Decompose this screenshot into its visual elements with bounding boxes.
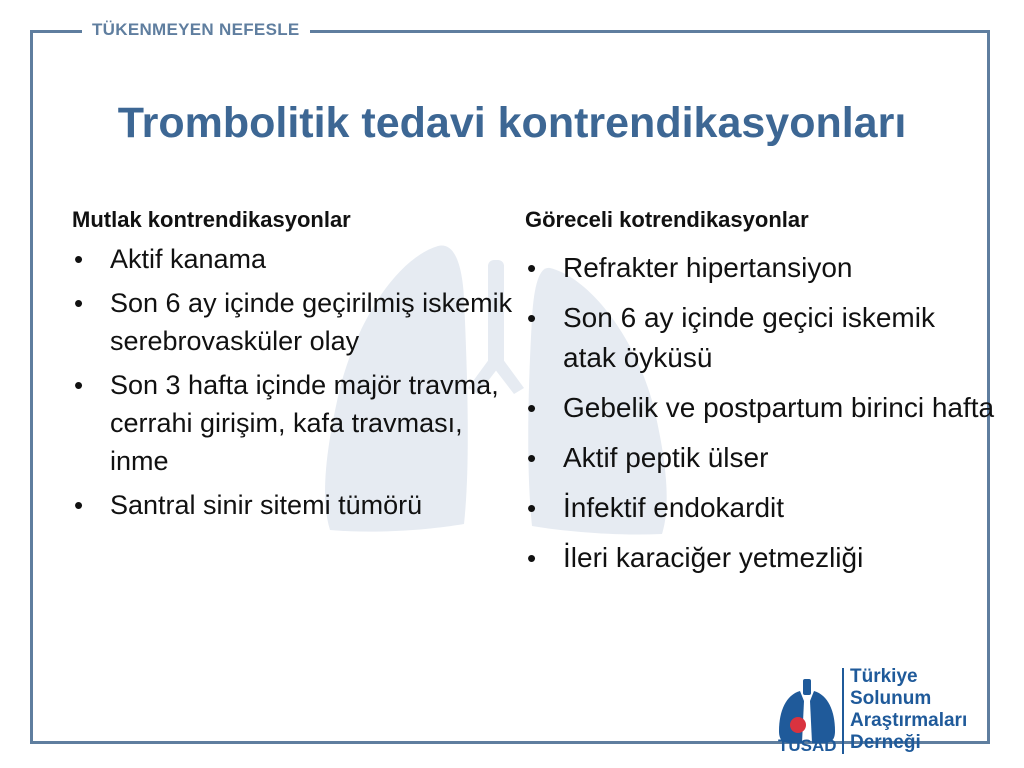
list-item — [72, 284, 522, 360]
list-item-text: Gebelik ve postpartum birinci hafta — [563, 392, 995, 423]
list-item — [72, 366, 522, 480]
bullet-icon: • — [74, 244, 84, 274]
bullet-icon: • — [527, 543, 537, 573]
tusad-abbreviation: TÜSAD — [778, 736, 837, 755]
logo-line: Solunum — [850, 688, 932, 709]
bullet-icon: • — [74, 370, 84, 400]
list-item — [525, 488, 995, 528]
bullet-icon: • — [74, 288, 84, 318]
list-item-text: İnfektif endokardit — [563, 492, 785, 523]
bullet-icon: • — [74, 490, 84, 520]
bullet-icon: • — [527, 253, 537, 283]
list-item-text: Son 3 hafta içinde majör travma, cerrahi girişim, kafa travması, inme — [110, 370, 499, 476]
list-item-text: Son 6 ay içinde geçirilmiş iskemik serebrovasküler olay — [110, 288, 513, 356]
page-title: Trombolitik tedavi kontrendikasyonları — [117, 99, 907, 147]
relative-contraindications-column — [525, 200, 995, 588]
list-item-text: Santral sinir sitemi tümörü — [110, 490, 423, 520]
bullet-icon: • — [527, 303, 537, 333]
list-item — [525, 538, 995, 578]
list-item — [525, 388, 995, 428]
absolute-contraindications-list — [72, 240, 522, 524]
list-item-text: Aktif peptik ülser — [563, 442, 769, 473]
bullet-icon: • — [527, 443, 537, 473]
logo-line: Türkiye — [850, 666, 918, 687]
list-item — [72, 240, 522, 278]
bullet-icon: • — [527, 393, 537, 423]
relative-contraindications-heading: Göreceli kotrendikasyonlar — [525, 207, 809, 232]
list-item-text: Aktif kanama — [110, 244, 267, 274]
list-item — [525, 248, 995, 288]
logo-line: Derneği — [850, 732, 921, 753]
list-item — [525, 438, 995, 478]
list-item — [72, 486, 522, 524]
logo-divider — [842, 668, 844, 754]
bullet-icon: • — [527, 493, 537, 523]
absolute-contraindications-heading: Mutlak kontrendikasyonlar — [72, 207, 351, 232]
relative-contraindications-list — [525, 248, 995, 578]
tusad-logo — [776, 666, 976, 758]
absolute-contraindications-column — [72, 200, 522, 530]
list-item-text: Refrakter hipertansiyon — [563, 252, 853, 283]
brand-label: TÜKENMEYEN NEFESLE — [82, 18, 310, 42]
list-item — [525, 298, 995, 378]
list-item-text: İleri karaciğer yetmezliği — [563, 542, 864, 573]
list-item-text: Son 6 ay içinde geçici iskemik atak öyküsü — [563, 302, 935, 373]
logo-text — [850, 666, 967, 754]
logo-line: Araştırmaları — [850, 710, 968, 731]
